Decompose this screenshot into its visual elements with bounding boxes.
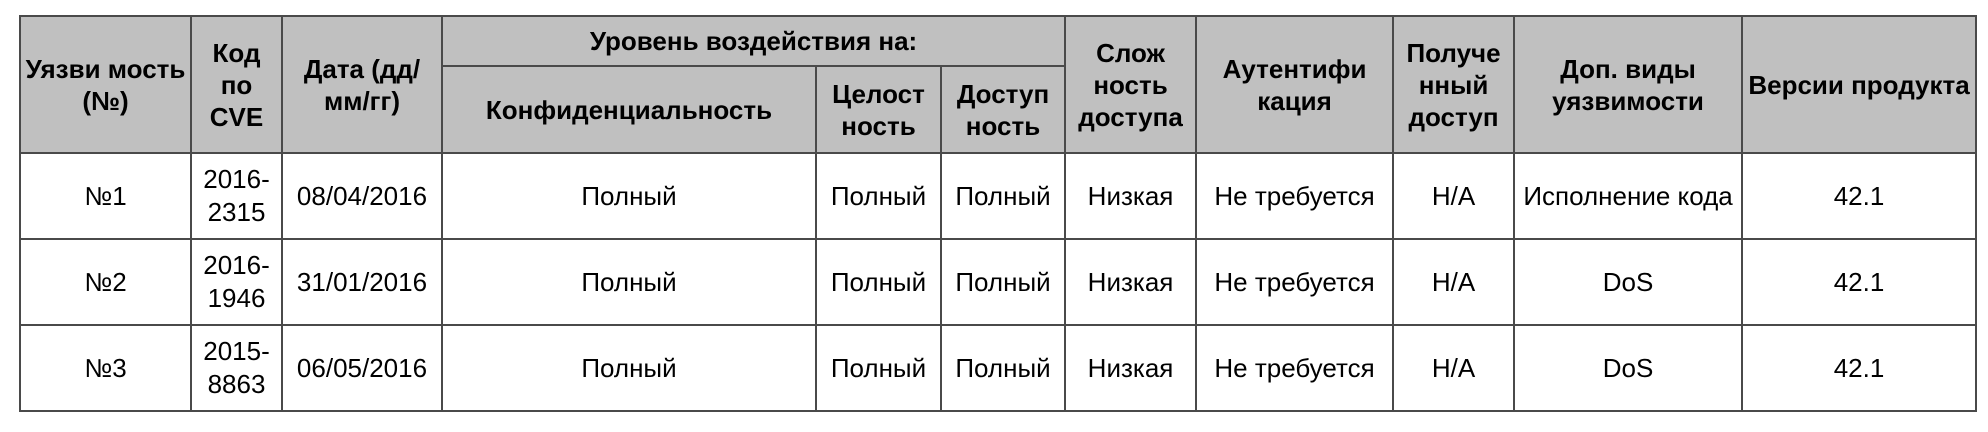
cell-date: 06/05/2016 [282,325,442,411]
header-vuln-no: Уязви мость (№) [20,16,191,153]
cell-date: 31/01/2016 [282,239,442,325]
cell-authentication: Не требуется [1196,325,1393,411]
header-extra-types: Доп. виды уязвимости [1514,16,1742,153]
cell-extra-types: Исполнение кода [1514,153,1742,239]
header-integrity: Целост ность [816,66,941,153]
cell-vuln-no: №2 [20,239,191,325]
header-cve: Код по CVE [191,16,282,153]
cell-confidentiality: Полный [442,325,816,411]
cell-extra-types: DoS [1514,325,1742,411]
cell-access-gained: Н/А [1393,239,1514,325]
vulnerability-table [19,15,1977,412]
cell-cve: 2016-1946 [191,239,282,325]
header-impact-group: Уровень воздействия на: [442,16,1065,66]
cell-integrity: Полный [816,239,941,325]
table-row [20,239,1976,325]
table-row [20,325,1976,411]
cell-complexity: Низкая [1065,153,1196,239]
table-body [20,153,1976,411]
cell-vuln-no: №3 [20,325,191,411]
cell-versions: 42.1 [1742,325,1976,411]
cell-availability: Полный [941,239,1065,325]
cell-authentication: Не требуется [1196,239,1393,325]
header-row-top [20,16,1976,66]
table-row [20,153,1976,239]
header-availability: Доступ ность [941,66,1065,153]
cell-complexity: Низкая [1065,325,1196,411]
cell-cve: 2015-8863 [191,325,282,411]
cell-authentication: Не требуется [1196,153,1393,239]
cell-confidentiality: Полный [442,153,816,239]
header-complexity: Слож ность доступа [1065,16,1196,153]
cell-integrity: Полный [816,153,941,239]
header-versions: Версии продукта [1742,16,1976,153]
header-authentication: Аутентифи кация [1196,16,1393,153]
cell-versions: 42.1 [1742,153,1976,239]
cell-extra-types: DoS [1514,239,1742,325]
cell-confidentiality: Полный [442,239,816,325]
cell-cve: 2016-2315 [191,153,282,239]
cell-complexity: Низкая [1065,239,1196,325]
cell-access-gained: Н/А [1393,325,1514,411]
header-date: Дата (дд/ мм/гг) [282,16,442,153]
cell-versions: 42.1 [1742,239,1976,325]
cell-access-gained: Н/А [1393,153,1514,239]
cell-availability: Полный [941,325,1065,411]
cell-vuln-no: №1 [20,153,191,239]
header-confidentiality: Конфиденциальность [442,66,816,153]
header-access-gained: Получе нный доступ [1393,16,1514,153]
cell-date: 08/04/2016 [282,153,442,239]
table-header [20,16,1976,153]
cell-availability: Полный [941,153,1065,239]
cell-integrity: Полный [816,325,941,411]
